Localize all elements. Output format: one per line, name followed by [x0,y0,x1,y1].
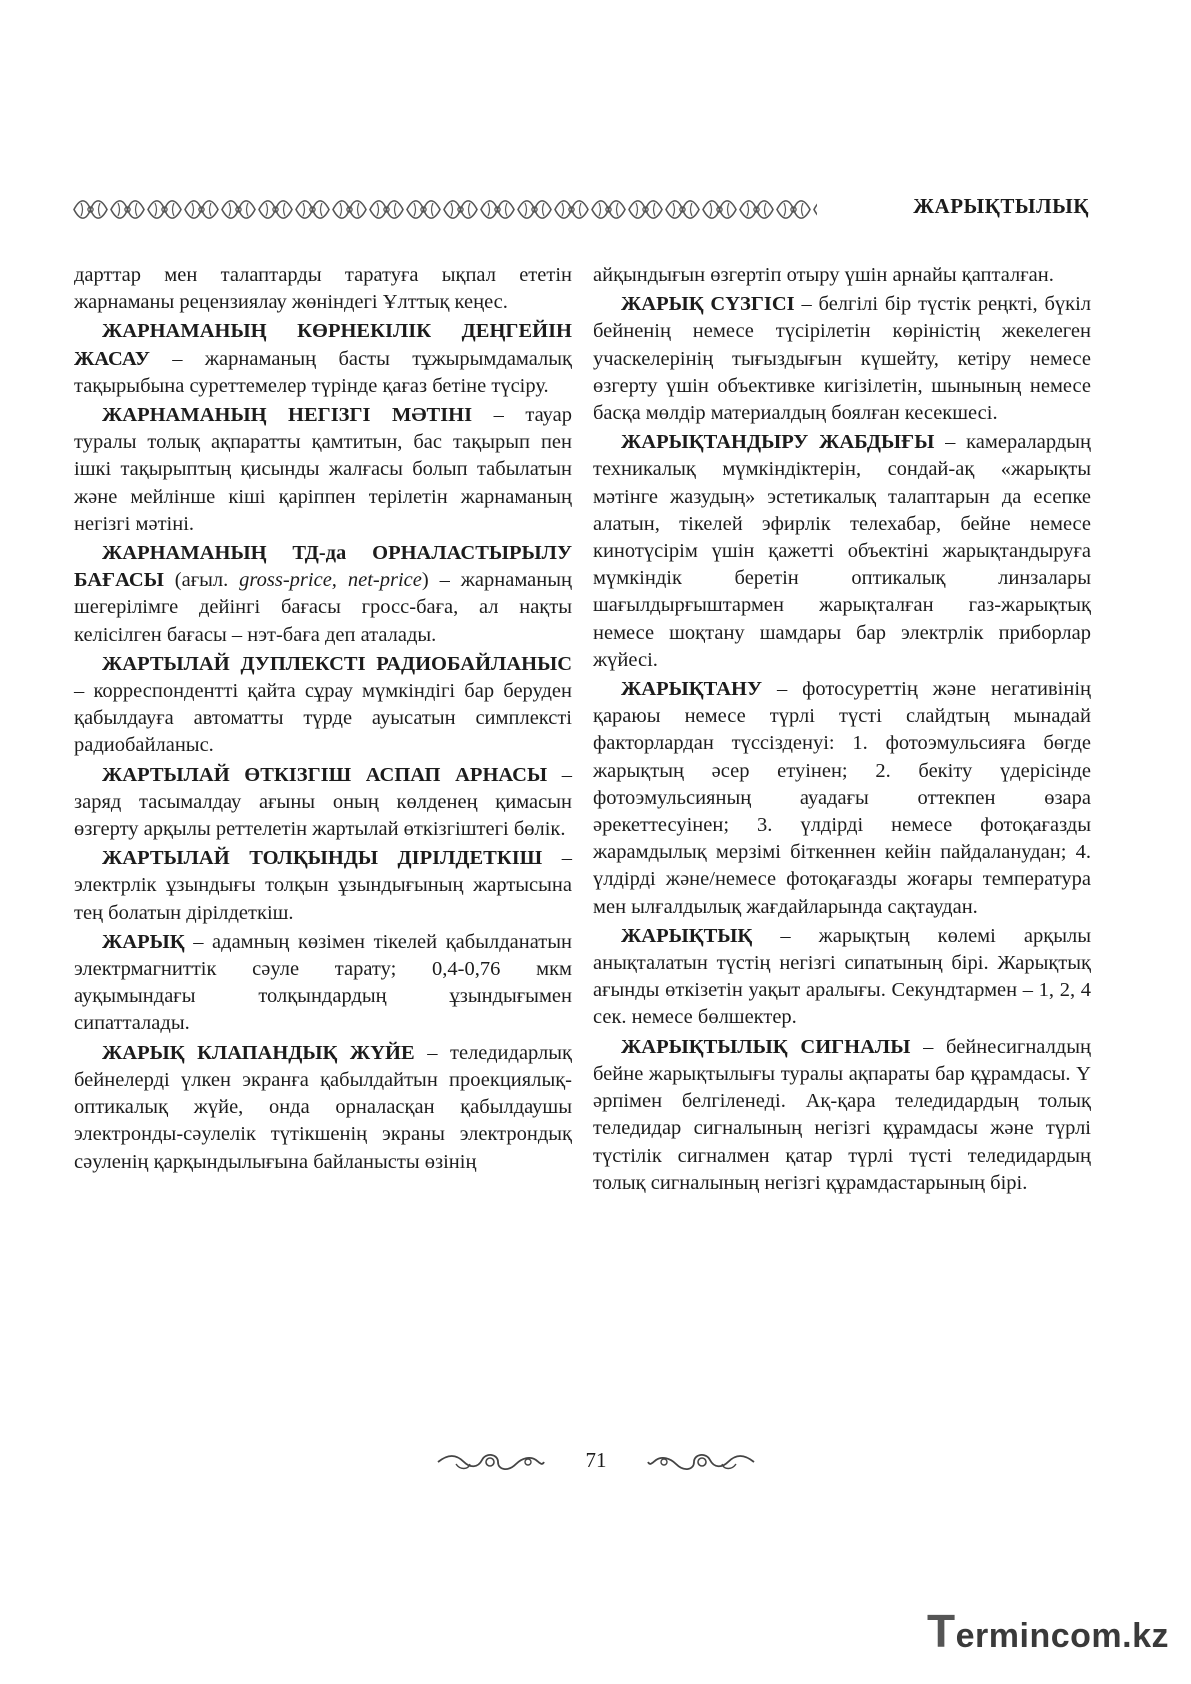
dictionary-entry [593,291,1091,427]
entry-definition: – фотосуреттің және негативінің қараюы немесе түрлі түсті слайдтың мынадай факторлардан түссізденуі: 1. фотоэмульсияға бөгде жарықтың әсер етуінен; 2. бекіту үдерісінде фотоэмульсияның ауадағы оттекпен өзара әрекеттесуінен; 3. үлдірді немесе фотоқағазды жарамдылық мерзімі біткеннен кейін пайдаланудан; 4. үлдірді және/немесе фотоқағазды жоғары температура мен ылғалдылық жағдайларында сақтаудан. [593,678,1091,918]
dictionary-entry [74,929,572,1038]
entry-definition: – корреспондентті қайта сұрау мүмкіндігі бар беруден қабылдауға автоматты түрде ауысатын симплексті радиобайланыс. [74,680,572,757]
entry-term: ЖАРЫҚТАНУ [621,678,763,701]
site-watermark: Termincom.kz [927,1605,1169,1657]
entry-definition: – камералардың техникалық мүмкіндіктерін, сондай-ақ «жарықты мәтінге жазудың» эстетикалық талаптарын да есепке алатын, тікелей эфирлік телехабар, бейне немесе кинотүсірім үшін қажетті объектіні жарықтандыруға мүмкіндік беретін оптикалық линзалары шағылдырғыштармен жарықталған газ-жарықтық немесе шоқтану шамдары бар электрлік приборлар жүйесі. [593,431,1091,671]
dictionary-entry [74,1040,572,1176]
entry-term: ЖАРЫҚТЫЛЫҚ СИГНАЛЫ [621,1035,911,1058]
entry-term: ЖАРТЫЛАЙ ДУПЛЕКСТІ РАДИОБАЙЛАНЫС [102,652,572,675]
entry-definition: – электрлік ұзындығы толқын ұзындығының жартысына тең болатын дірілдеткіш. [74,847,572,924]
dictionary-entry [74,762,572,844]
entry-term: ЖАРНАМАНЫҢ КӨРНЕКІЛІК ДЕҢГЕЙІН ЖАСАУ [74,320,572,370]
dictionary-entry [593,676,1091,921]
dictionary-entry [74,540,572,649]
dictionary-entry [74,262,572,316]
entry-term: ЖАРНАМАНЫҢ НЕГІЗГІ МӘТІНІ [102,404,473,427]
dictionary-entry [74,318,572,400]
dictionary-entry [593,1034,1091,1197]
dictionary-entry [593,262,1091,289]
entry-term: ЖАРЫҚ СҮЗГІСІ [621,293,795,316]
entry-definition: – заряд тасымалдау ағыны оның көлденең қимасын өзгерту арқылы реттелетін жартылай өткізгіштегі бөлік. [74,763,572,841]
entry-definition: – адамның көзімен тікелей қабылданатын электрмагниттік сәуле тарату; 0,4-0,76 мкм ауқымындағы толқындардың ұзындығымен сипатталады. [74,930,572,1035]
entry-term: ЖАРТЫЛАЙ ТОЛҚЫНДЫ ДІРІЛДЕТКІШ [102,847,543,870]
entry-etymology: gross-price, net-price [239,569,422,592]
celtic-knot-border-icon [72,196,817,223]
swirl-ornament-left-icon [436,1450,546,1479]
entry-definition: – жарнаманың басты тұжырымдамалық тақырыбына суреттемелер түрінде қағаз бетіне түсіру. [74,347,572,397]
page-footer [0,1448,1191,1478]
left-column [74,262,572,1178]
page-number: 71 [585,1448,607,1472]
dictionary-entry [74,845,572,927]
swirl-ornament-right-icon [646,1450,756,1479]
dictionary-entry [593,923,1091,1032]
entry-definition: – бейнесигналдың бейне жарықтылығы туралы ақпараты бар құрамдасы. Y әрпімен белгіленеді. Ақ-қара теледидардың толық теледидар сигналының негізгі құрамдасы және түрлі түстілік сигналмен қатар түрлі түсті теледидардың толық сигналының негізгі құрамдастарының бірі. [593,1035,1091,1194]
entry-term: ЖАРЫҚТАНДЫРУ ЖАБДЫҒЫ [621,431,935,454]
entry-definition: – жарықтың көлемі арқылы анықталатын түстің негізгі сипатының бірі. Жарықтық ағынды өткізетін уақыт аралығы. Секундтармен – 1, 2, 4 сек. немесе бөлшектер. [593,924,1091,1029]
entry-etymology-prefix: (ағыл. [163,569,240,592]
dictionary-entry [74,402,572,538]
section-title: ЖАРЫҚТЫЛЫҚ [913,194,1089,218]
entry-definition: айқындығын өзгертіп отыру үшін арнайы қапталған. [593,264,1054,286]
entry-definition: – жарнаманың шегерілімге дейінгі бағасы гросс-баға, ал нақты келісілген бағасы – нэт-баға деп аталады. [74,569,572,646]
entry-definition: – тауар туралы толық ақпаратты қамтитын, бас тақырып пен ішкі тақырыптың қисынды жалғасы болып табылатын және мейлінше кіші қаріппен терілетін жарнаманың негізгі мәтіні. [74,404,572,535]
entry-term: ЖАРЫҚТЫҚ [621,924,753,947]
entry-term: ЖАРЫҚ КЛАПАНДЫҚ ЖҮЙЕ [102,1041,415,1064]
entry-definition: дарттар мен талаптарды таратуға ықпал ететін жарнаманы рецензиялау жөніндегі Ұлттық кеңес. [74,264,572,314]
entry-etymology-suffix: ) [421,569,429,592]
dictionary-entry [74,651,572,760]
entry-term: ЖАРЫҚ [102,930,185,953]
entry-term: ЖАРТЫЛАЙ ӨТКІЗГІШ АСПАП АРНАСЫ [102,763,548,786]
dictionary-entry [593,429,1091,674]
entry-definition: – теледидарлық бейнелерді үлкен экранға қабылдайтын проекциялық-оптикалық жүйе, онда орналасқан қабылдаушы электронды-сәулелік түтікшенің экраны электрондық сәуленің қарқындылығына байланысты өзінің [74,1041,572,1173]
entry-term: ЖАРНАМАНЫҢ ТД-да ОРНАЛАСТЫРЫЛУ БАҒАСЫ [74,542,572,592]
right-column [593,262,1091,1199]
entry-definition: – белгілі бір түстік реңкті, бүкіл бейненің немесе түсірілетін көріністің жекелеген учаскелерінің тығыздығын күшейту, кетіру немесе өзгерту үшін объективке кигізілетін, шынының немесе басқа мөлдір материалдың боялған кесекшесі. [593,293,1092,425]
